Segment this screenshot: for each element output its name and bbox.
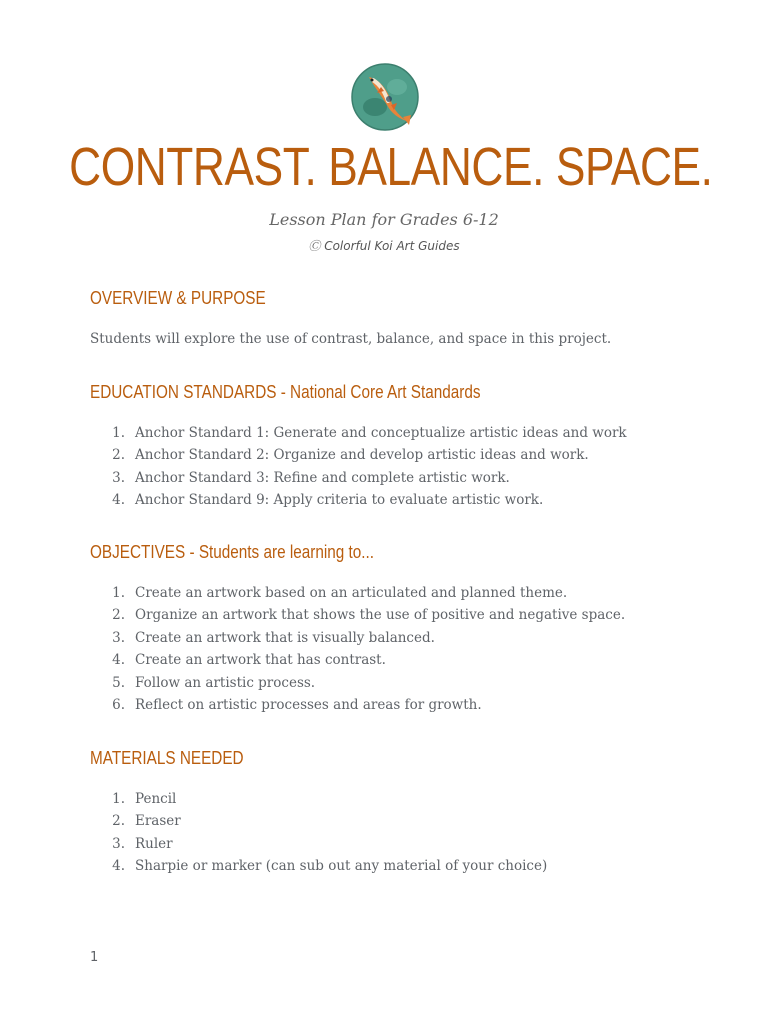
list-item: 2. Anchor Standard 2: Organize and develop artistic ideas and work. (112, 447, 589, 464)
list-item: 4. Anchor Standard 9: Apply criteria to evaluate artistic work. (112, 492, 544, 509)
list-item: 1. Create an artwork based on an articulated and planned theme. (112, 585, 568, 601)
standards-list (90, 422, 627, 512)
list-item: 4. Sharpie or marker (can sub out any material of your choice) (112, 858, 548, 875)
section-heading-standards: EDUCATION STANDARDS - National Core Art Standards (90, 382, 481, 402)
list-item: 1. Anchor Standard 1: Generate and conceptualize artistic ideas and work (112, 425, 627, 441)
objectives-list (90, 582, 625, 716)
page-title: CONTRAST. BALANCE. SPACE. (69, 137, 713, 197)
list-item: 5. Follow an artistic process. (112, 674, 316, 691)
materials-list (90, 788, 547, 878)
list-item: 1. Pencil (112, 791, 177, 807)
list-item: 4. Create an artwork that has contrast. (112, 652, 386, 669)
list-item: 6. Reflect on artistic processes and areas for growth. (112, 696, 482, 713)
list-item: 3. Anchor Standard 3: Refine and complete artistic work. (112, 469, 510, 486)
overview-text: Students will explore the use of contrast, balance, and space in this project. (90, 331, 612, 347)
list-item: 2. Organize an artwork that shows the use of positive and negative space. (112, 607, 626, 624)
section-heading-objectives: OBJECTIVES - Students are learning to... (90, 542, 375, 562)
list-item: 3. Ruler (112, 835, 173, 852)
copyright-line: Ⓒ Colorful Koi Art Guides (308, 239, 460, 253)
section-heading-materials: MATERIALS NEEDED (90, 748, 244, 768)
list-item: 2. Eraser (112, 813, 181, 830)
list-item: 3. Create an artwork that is visually balanced. (112, 629, 435, 646)
koi-fish-icon (351, 63, 419, 131)
subtitle: Lesson Plan for Grades 6-12 (269, 210, 499, 229)
section-heading-overview: OVERVIEW & PURPOSE (90, 288, 266, 308)
page-number: 1 (90, 950, 99, 965)
